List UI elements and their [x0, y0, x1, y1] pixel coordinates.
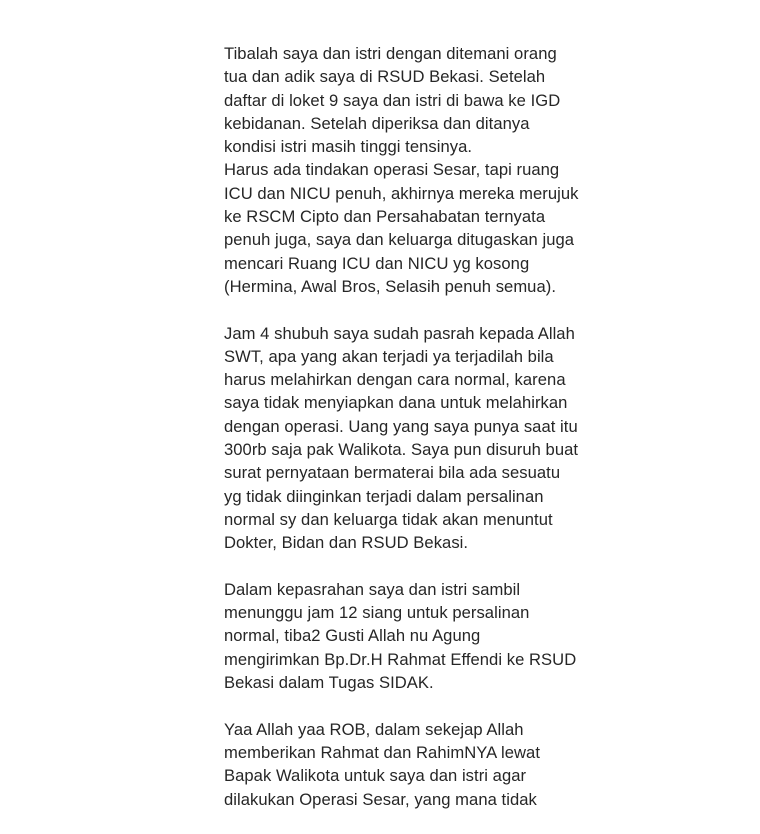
text-line: normal sy dan keluarga tidak akan menuntut — [224, 509, 553, 529]
text-line: mencari Ruang ICU dan NICU yg kosong — [224, 253, 530, 273]
text-line: dengan operasi. Uang yang saya punya saat itu — [224, 416, 578, 436]
text-line: kondisi istri masih tinggi tensinya. — [224, 137, 473, 157]
text-line: Bapak Walikota untuk saya dan istri agar — [224, 766, 527, 786]
text-line: dilakukan Operasi Sesar, yang mana tidak — [224, 789, 537, 809]
text-line: Dokter, Bidan dan RSUD Bekasi. — [224, 533, 469, 553]
text-line: SWT, apa yang akan terjadi ya terjadilah bila — [224, 346, 554, 366]
text-line: harus melahirkan dengan cara normal, karena — [224, 370, 566, 390]
text-line: surat pernyataan bermaterai bila ada sesuatu — [224, 463, 561, 483]
text-line: Jam 4 shubuh saya sudah pasrah kepada Allah — [224, 323, 575, 343]
message-text-body — [224, 42, 594, 834]
text-line: Dalam kepasrahan saya dan istri sambil — [224, 579, 521, 599]
text-line: yg tidak diinginkan terjadi dalam persalinan — [224, 486, 544, 506]
text-line: ke RSCM Cipto dan Persahabatan ternyata — [224, 207, 546, 227]
text-line: Tibalah saya dan istri dengan ditemani orang — [224, 44, 557, 63]
text-line: 300rb saja pak Walikota. Saya pun disuruh buat — [224, 440, 579, 460]
text-line: Harus ada tindakan operasi Sesar, tapi ruang — [224, 160, 560, 180]
paragraph-surrender — [224, 322, 594, 555]
text-line: menunggu jam 12 siang untuk persalinan — [224, 603, 530, 623]
text-line: Yaa Allah yaa ROB, dalam sekejap Allah — [224, 719, 524, 739]
text-line: daftar di loket 9 saya dan istri di bawa ke IGD — [224, 90, 561, 110]
text-line: ICU dan NICU penuh, akhirnya mereka merujuk — [224, 183, 579, 203]
text-line: Bekasi dalam Tugas SIDAK. — [224, 673, 434, 693]
text-line: penuh juga, saya dan keluarga ditugaskan juga — [224, 230, 575, 250]
text-line: tua dan adik saya di RSUD Bekasi. Setelah — [224, 67, 546, 87]
text-line: mengirimkan Bp.Dr.H Rahmat Effendi ke RSUD — [224, 649, 577, 669]
paragraph-waiting — [224, 578, 594, 694]
text-line: memberikan Rahmat dan RahimNYA lewat — [224, 742, 540, 762]
text-line: saya tidak menyiapkan dana untuk melahirkan — [224, 393, 568, 413]
text-line: kebidanan. Setelah diperiksa dan ditanya — [224, 113, 530, 133]
text-line: (Hermina, Awal Bros, Selasih penuh semua). — [224, 276, 556, 296]
paragraph-gratitude — [224, 718, 594, 811]
text-line: normal, tiba2 Gusti Allah nu Agung — [224, 626, 481, 646]
paragraph-arrival — [224, 42, 594, 298]
